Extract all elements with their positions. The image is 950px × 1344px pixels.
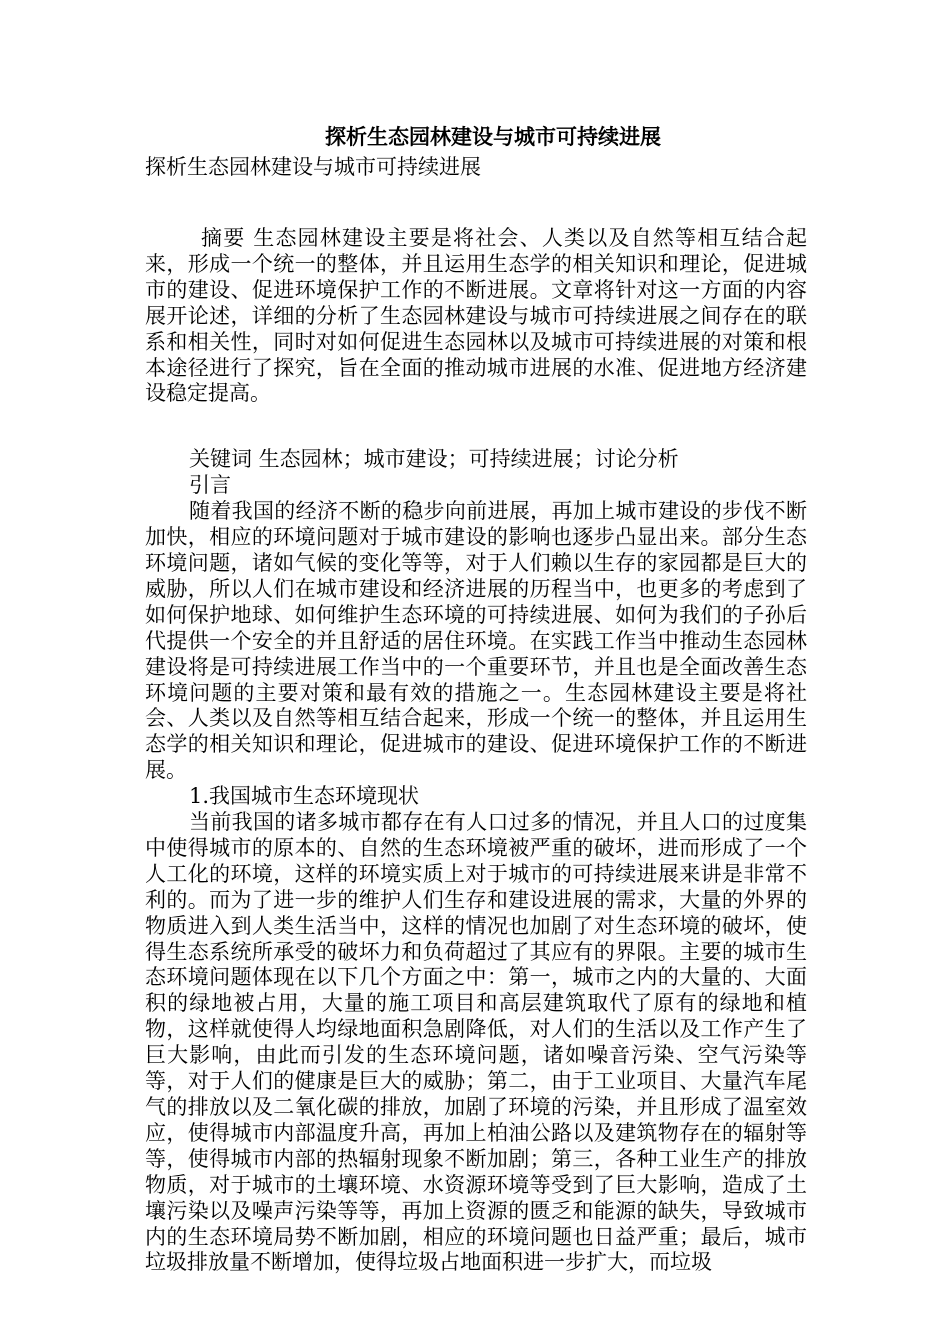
section-heading: 1.我国城市生态环境现状 [189, 784, 420, 809]
intro-heading: 引言 [189, 473, 231, 498]
spacer [145, 182, 807, 226]
section-paragraph: 当前我国的诸多城市都存在有人口过多的情况，并且人口的过度集中使得城市的原本的、自然的生态环境被严重的破坏，进而形成了一个人工化的环境，这样的环境实质上对于城市的可持续进展来讲是非常不利的。而为了进一步的维护人们生存和建设进展的需求，大量的外界的物质进入到人类生活当中，这样的情况也加剧了对生态环境的破坏，使得生态系统所承受的破坏力和负荷超过了其应有的界限。主要的城市生态环境问题体现在以下几个方面之中：第一，城市之内的大量的、大面积的绿地被占用，大量的施工项目和高层建筑取代了原有的绿地和植物，这样就使得人均绿地面积急剧降低，对人们的生活以及工作产生了巨大影响，由此而引发的生态环境问题，诸如噪音污染、空气污染等等，对于人们的健康是巨大的威胁；第二，由于工业项目、大量汽车尾气的排放以及二氧化碳的排放，加剧了环境的污染，并且形成了温室效应，使得城市内部温度升高，再加上柏油公路以及建筑物存在的辐射等等，使得城市内部的热辐射现象不断加剧；第三，各种工业生产的排放物质，对于城市的土壤环境、水资源环境等受到了巨大影响，造成了土壤污染以及噪声污染等等，再加上资源的匮乏和能源的缺失，导致城市内的生态环境局势不断加剧，相应的环境问题也日益严重；最后，城市垃圾排放量不断增加，使得垃圾占地面积进一步扩大，而垃圾 [145, 810, 807, 1275]
document-page [145, 122, 807, 1276]
keywords-line: 关键词 生态园林；城市建设；可持续进展；讨论分析 [189, 447, 679, 472]
intro-paragraph: 随着我国的经济不断的稳步向前进展，再加上城市建设的步伐不断加快，相应的环境问题对于城市建设的影响也逐步凸显出来。部分生态环境问题，诸如气候的变化等等，对于人们赖以生存的家园都是巨大的威胁，所以人们在城市建设和经济进展的历程当中，也更多的考虑到了如何保护地球、如何维护生态环境的可持续进展、如何为我们的子孙后代提供一个安全的并且舒适的居住环境。在实践工作当中推动生态园林建设将是可持续进展工作当中的一个重要环节，并且也是全面改善生态环境问题的主要对策和最有效的措施之一。生态园林建设主要是将社会、人类以及自然等相互结合起来，形成一个统一的整体，并且运用生态学的相关知识和理论，促进城市的建设、促进环境保护工作的不断进展。 [145, 499, 807, 783]
spacer [145, 407, 807, 447]
abstract-paragraph: 摘要 生态园林建设主要是将社会、人类以及自然等相互结合起来，形成一个统一的整体，并且运用生态学的相关知识和理论，促进城市的建设、促进环境保护工作的不断进展。文章将针对这一方面的内容展开论述，详细的分析了生态园林建设与城市可持续进展之间存在的联系和相关性，同时对如何促进生态园林以及城市可持续进展的对策和根本途径进行了探究，旨在全面的推动城市进展的水准、促进地方经济建设稳定提高。 [145, 226, 807, 406]
document-subtitle: 探析生态园林建设与城市可持续进展 [145, 155, 481, 179]
document-title: 探析生态园林建设与城市可持续进展 [325, 124, 661, 149]
